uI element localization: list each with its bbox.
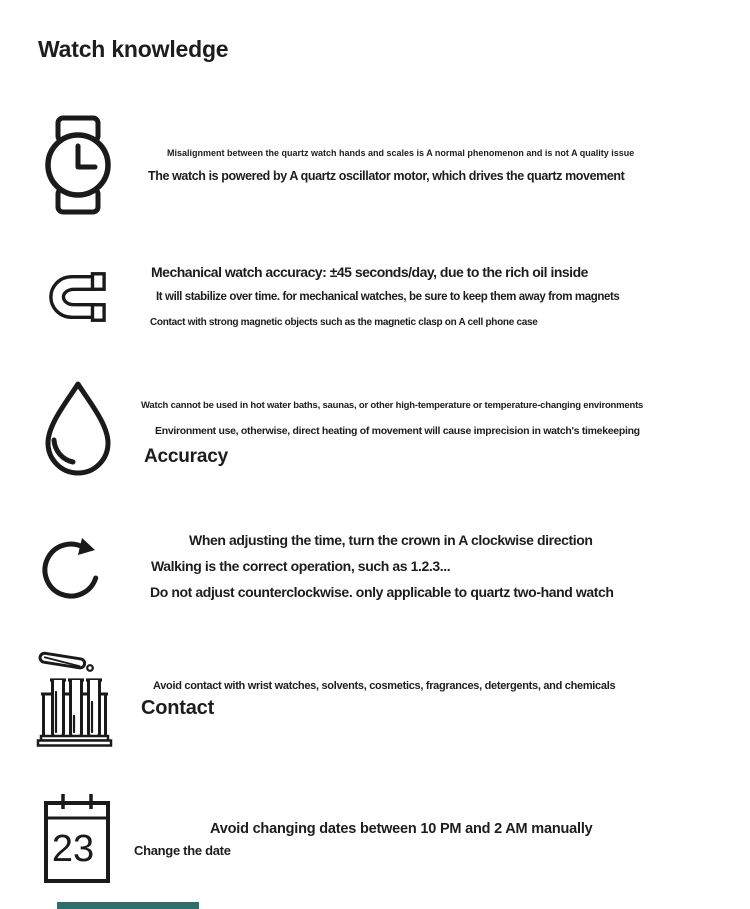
- temperature-line-accuracy: Accuracy: [144, 446, 228, 467]
- crown-line-counterclockwise: Do not adjust counterclockwise. only applicable to quartz two-hand watch: [150, 584, 614, 600]
- date-line-change: Change the date: [134, 843, 231, 858]
- test-tubes-icon: [37, 648, 112, 747]
- quartz-note-main: The watch is powered by A quartz oscillator motor, which drives the quartz movement: [148, 169, 625, 183]
- chemicals-line-contact: Contact: [141, 697, 215, 719]
- crown-line-clockwise: When adjusting the time, turn the crown in A clockwise direction: [189, 532, 593, 548]
- page-title: Watch knowledge: [38, 36, 229, 62]
- magnet-line-stabilize: It will stabilize over time. for mechanical watches, be sure to keep them away from magnets: [156, 291, 620, 303]
- chemicals-line-avoid: Avoid contact with wrist watches, solvents, cosmetics, fragrances, detergents, and chemicals: [153, 680, 616, 692]
- clockwise-arrow-icon: [40, 528, 106, 608]
- temperature-line-baths: Watch cannot be used in hot water baths, saunas, or other high-temperature or temperature-changing environments: [141, 400, 644, 411]
- crown-line-walking: Walking is the correct operation, such as 1.2.3...: [151, 558, 451, 574]
- magnet-line-accuracy: Mechanical watch accuracy: ±45 seconds/day, due to the rich oil inside: [151, 264, 588, 280]
- wristwatch-icon: [38, 115, 118, 215]
- magnet-icon: [47, 269, 107, 325]
- magnet-line-contact: Contact with strong magnetic objects such as the magnetic clasp on A cell phone case: [150, 317, 538, 328]
- quartz-note-small: Misalignment between the quartz watch hands and scales is A normal phenomenon and is not A quality issue: [167, 148, 635, 158]
- calendar-day-number: 23: [51, 828, 95, 870]
- bottom-accent-bar: [57, 902, 199, 909]
- temperature-line-environment: Environment use, otherwise, direct heating of movement will cause imprecision in watch's timekeeping: [155, 425, 640, 437]
- calendar-icon: [42, 792, 112, 885]
- date-line-avoid: Avoid changing dates between 10 PM and 2 AM manually: [210, 821, 593, 837]
- water-drop-icon: [40, 380, 116, 478]
